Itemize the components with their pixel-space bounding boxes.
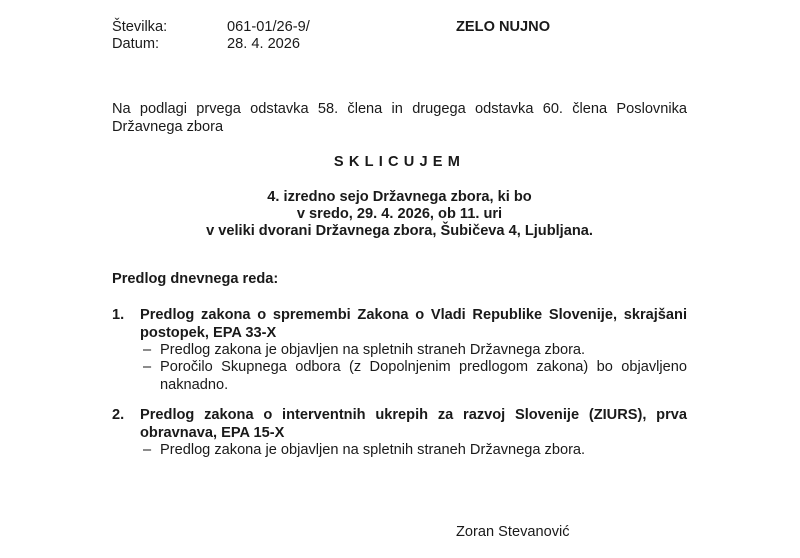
date-value: 28. 4. 2026 bbox=[227, 36, 301, 52]
date-label: Datum: bbox=[112, 36, 160, 52]
agenda-item-note: Predlog zakona je objavljen na spletnih straneh Državnega zbora. bbox=[160, 342, 586, 358]
dash-bullet: – bbox=[143, 342, 152, 358]
agenda-title: Predlog dnevnega reda: bbox=[112, 271, 279, 287]
agenda-item-title: Predlog zakona o interventnih ukrepih za razvoj Slovenije (ZIURS), prva obravnava, EPA 15-X bbox=[140, 407, 687, 441]
session-line-2: v sredo, 29. 4. 2026, ob 11. uri bbox=[296, 206, 503, 222]
agenda-item-number: 1. bbox=[112, 307, 125, 323]
agenda-item-note: Poročilo Skupnega odbora (z Dopolnjenim predlogom zakona) bo objavljeno naknadno. bbox=[160, 359, 687, 393]
dash-bullet: – bbox=[143, 442, 152, 458]
session-line-1: 4. izredno sejo Državnega zbora, ki bo bbox=[267, 189, 532, 205]
convene-title: SKLICUJEM bbox=[333, 154, 466, 170]
urgency-label: ZELO NUJNO bbox=[456, 19, 551, 35]
session-line-3: v veliki dvorani Državnega zbora, Šubičeva 4, Ljubljana. bbox=[206, 223, 593, 239]
signature-name: Zoran Stevanović bbox=[456, 524, 570, 540]
agenda-item-title: Predlog zakona o spremembi Zakona o Vladi Republike Slovenije, skrajšani postopek, EPA 33-X bbox=[140, 307, 687, 341]
agenda-item-number: 2. bbox=[112, 407, 125, 423]
dash-bullet: – bbox=[143, 359, 152, 375]
agenda-item-note: Predlog zakona je objavljen na spletnih straneh Državnega zbora. bbox=[160, 442, 586, 458]
number-value: 061-01/26-9/ bbox=[227, 19, 310, 35]
number-label: Številka: bbox=[112, 19, 168, 35]
intro-paragraph: Na podlagi prvega odstavka 58. člena in drugega odstavka 60. člena Poslovnika Državnega zbora bbox=[112, 101, 687, 135]
